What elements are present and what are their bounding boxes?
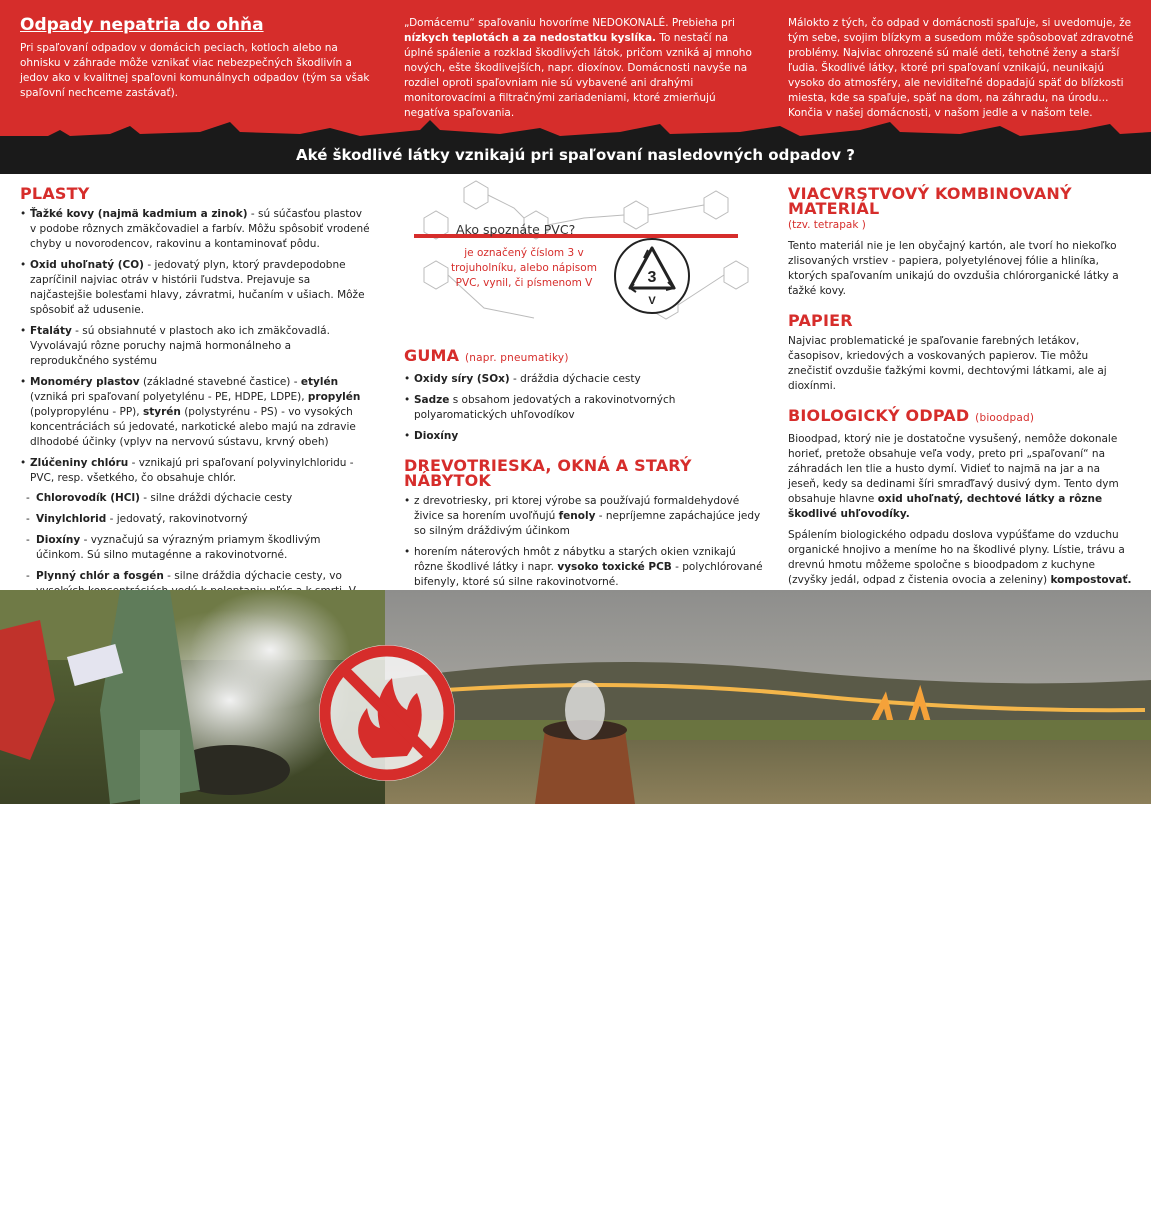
intro-text-2a: „Domácemu“ spaľovaniu hovoríme NEDOKONALÉ. Prebieha pri [404, 17, 735, 29]
item-text: s obsahom jedovatých a rakovinotvorných polyaromatických uhľovodíkov [414, 394, 676, 421]
item-term: Ťažké kovy (najmä kadmium a zinok) [30, 208, 248, 220]
item-term: propylén [307, 391, 361, 403]
item-term: Oxid uhoľnatý (CO) [30, 259, 144, 271]
list-item [404, 429, 764, 444]
list-item [404, 545, 764, 590]
item-text: - dráždia dýchacie cesty [509, 373, 641, 385]
list-item [404, 372, 764, 387]
intro-text-2-bold: nízkych teplotách a za nedostatku kyslíka. [404, 32, 657, 44]
item-term: Ftaláty [30, 325, 72, 337]
item-text: - silne dráždia dýchacie cesty, vo [167, 570, 342, 582]
no-burning-icon [312, 638, 462, 788]
plasty-list [20, 207, 370, 614]
guma-title-text: GUMA [404, 346, 460, 365]
bio-bold: kompostovať. [1050, 574, 1132, 586]
bio-subtitle: (bioodpad) [975, 412, 1035, 424]
field-fire-photo [385, 590, 1151, 804]
item-text: - sú súčasťou plastov v podobe rôznych zmäkčovadiel a farbív. Môžu spôsobiť vrodené chyby u novorodencov, rakovinu a kontaminovať pôdu. [30, 208, 370, 250]
intro-text-1: Pri spaľovaní odpadov v domácich peciach, kotloch alebo na ohnisku v záhrade môže vznikať viac nebezpečných škodlivín a jedov ako v kvalitnej spaľovni komunálnych odpadov (tým sa však spaľovní nechceme zastávať). [20, 42, 370, 99]
recycle-letter: V [648, 295, 656, 307]
item-text: (polystyrénu - PS) - vo vysokých koncentráciách sú jedovaté, narkotické alebo majú na zdravie dlhodobé účinky (vplyv na nervovú sústavu, krvný obeh) [30, 406, 356, 448]
item-term: Plynný chlór a fosgén [36, 570, 164, 582]
item-text: (vzniká pri spaľovaní polyetylénu - PE, HDPE, LDPE), [30, 391, 308, 403]
bio-bold: oxid uhoľnatý, dechtové látky a rôzne škodlivé uhľovodíky. [788, 493, 1103, 520]
recycle-number: 3 [647, 269, 657, 286]
plasty-section [20, 186, 370, 620]
recycle-3-icon [612, 236, 692, 316]
bio-text-2 [788, 528, 1133, 588]
item-text: - nepríjemne zapáchajúce jedy so silným dráždivým účinkom [414, 510, 761, 537]
intro-column-1 [20, 16, 370, 101]
item-text: - jedovatý, rakovinotvorný [106, 513, 248, 525]
item-text: (základné stavebné častice) - [139, 376, 301, 388]
list-item [20, 207, 370, 252]
item-term: Zlúčeniny chlóru [30, 457, 129, 469]
list-item [26, 491, 370, 506]
plasty-title: PLASTY [20, 184, 90, 203]
bio-title-text: BIOLOGICKÝ ODPAD [788, 406, 970, 425]
item-term: Chlorovodík (HCl) [36, 492, 140, 504]
item-text: horením náterových hmôt z nábytku a starých okien vznikajú rôzne škodlivé látky i napr. [414, 546, 736, 573]
guma-title [404, 348, 764, 366]
bio-text: Bioodpad, ktorý nie je dostatočne vysušený, nemôže dokonale horieť, pretože obsahuje veľa vody, preto pri „spaľovaní“ na záhradách len tlie a husto dymí. Vidieť to najmä na jar a na jeseň, kedy sa dedinami šíri smraďľavý dusivý dym. Tento dym obsahuje hlavne [788, 433, 1119, 505]
papier-text: Najviac problematické je spaľovanie farebných letákov, časopisov, kriedových a voskovaných papierov. Tie môžu znečistiť ovzdušie ťažkými kovmi, dechtovými látkami, ale aj dioxínmi. [788, 335, 1107, 392]
item-term: Dioxíny [414, 430, 459, 442]
item-text: - silne dráždi dýchacie cesty [139, 492, 293, 504]
item-term: Monoméry plastov [30, 376, 140, 388]
guma-drevo-column [404, 348, 764, 596]
list-item [404, 393, 764, 423]
item-term: styrén [142, 406, 181, 418]
pvc-info-box [404, 178, 764, 343]
bio-text-1 [788, 432, 1133, 522]
item-text: - sú obsiahnuté v plastoch ako ich zmäkčovadlá. Vyvolávajú rôzne poruchy najmä hormonálneho a reprodukčného systému [30, 325, 330, 367]
item-text: - vyznačujú sa výrazným priamym škodlivým účinkom. Sú silno mutagénne a rakovinotvorné. [36, 534, 321, 561]
item-term: Dioxíny [36, 534, 81, 546]
intro-column-2 [404, 16, 756, 121]
list-item [26, 512, 370, 527]
viac-title: VIACVRSTVOVÝ KOMBINOVANÝ MATERIÁL [788, 184, 1072, 218]
bio-text: Spálením biologického odpadu doslova vypúšťame do vzduchu organické hnojivo a meníme ho na škodlivé plyny. Lístie, trávu a drevnú hmotu môžeme spoločne s bioodpadom z kuchyne (zvyšky jedál, odpad z čistenia ovocia a zeleniny) [788, 529, 1125, 586]
papier-title: PAPIER [788, 311, 853, 330]
right-column [788, 186, 1133, 594]
item-text: - jedovatý plyn, ktorý pravdepodobne zapríčinil najviac otráv v histórii ľudstva. Prejavuje sa najčastejšie bolesťami hlavy, závratmi, hučaním v ušiach. Môže spôsobiť až udusenie. [30, 259, 365, 316]
viac-text: Tento materiál nie je len obyčajný kartón, ale tvorí ho niekoľko zlisovaných vrstiev - papiera, polyetylénovej fólie a hliníka, ktorých spaľovaním unikajú do ovzdušia chlórorganické látky a ťažké kovy. [788, 240, 1119, 297]
item-text: - polychlórované bifenyly, ktoré sú silne rakovinotvorné. [414, 561, 763, 588]
viac-subtitle: (tzv. tetrapak ) [788, 219, 866, 231]
item-term: etylén [300, 376, 339, 388]
item-term: fenoly [558, 510, 596, 522]
item-term: vysoko toxické PCB [557, 561, 672, 573]
guma-list [404, 372, 764, 444]
intro-text-3: Málokto z tých, čo odpad v domácnosti spaľuje, si uvedomuje, že tým sebe, svojim blízkym a susedom môže spôsobovať zdravotné problémy. Najviac ohrozené sú malé deti, tehotné ženy a starší ľudia. Škodlivé látky, ktoré pri spaľovaní vznikajú, neunikajú vysoko do atmosféry, ale neviditeľné dopadajú späť do blízkosti miesta, kde sa spaľuje, späť na dom, na záhradu, na úrodu... Končia v našej domácnosti, v našom jedle a v našom tele. [788, 17, 1134, 119]
list-item [20, 375, 370, 450]
main-title: Odpady nepatria do ohňa [20, 15, 264, 35]
section-header-band: Aké škodlivé látky vznikajú pri spaľovaní nasledovných odpadov ? [0, 136, 1151, 174]
item-term: Sadze [414, 394, 450, 406]
intro-text-2b: To nestačí na úplné spálenie a rozklad škodlivých látok, pričom vzniká aj mnoho nových, ešte škodlivejších, napr. dioxínov. Domácnosti navyše na rozdiel oproti spaľovniam nie sú vybavené ani drahými monitorovacími a filtračnými zariadeniami, ktoré zmierňujú negatíva spaľovania. [404, 32, 752, 119]
guma-subtitle: (napr. pneumatiky) [465, 352, 569, 364]
item-term: Vinylchlorid [36, 513, 107, 525]
item-text: (polypropylénu - PP), [30, 406, 143, 418]
item-term: Oxidy síry (SOx) [414, 373, 510, 385]
list-item [20, 324, 370, 369]
list-item [404, 494, 764, 539]
pvc-answer: je označený číslom 3 v trojuholníku, alebo nápisom PVC, vynil, či písmenom V [451, 247, 597, 289]
item-text: z drevotriesky, pri ktorej výrobe sa používajú formaldehydové živice sa horením uvoľňujú [414, 495, 740, 522]
drevo-list [404, 494, 764, 590]
list-item [26, 533, 370, 563]
intro-column-3 [788, 16, 1138, 121]
item-text: - vznikajú pri spaľovaní polyvinylchloridu - PVC, resp. všetkého, čo obsahuje chlór. [30, 457, 354, 484]
pvc-question: Ako spoznáte PVC? [456, 222, 576, 237]
drevo-title: DREVOTRIESKA, OKNÁ A STARÝ NÁBYTOK [404, 456, 692, 490]
list-item [20, 258, 370, 318]
bio-title [788, 408, 1133, 426]
